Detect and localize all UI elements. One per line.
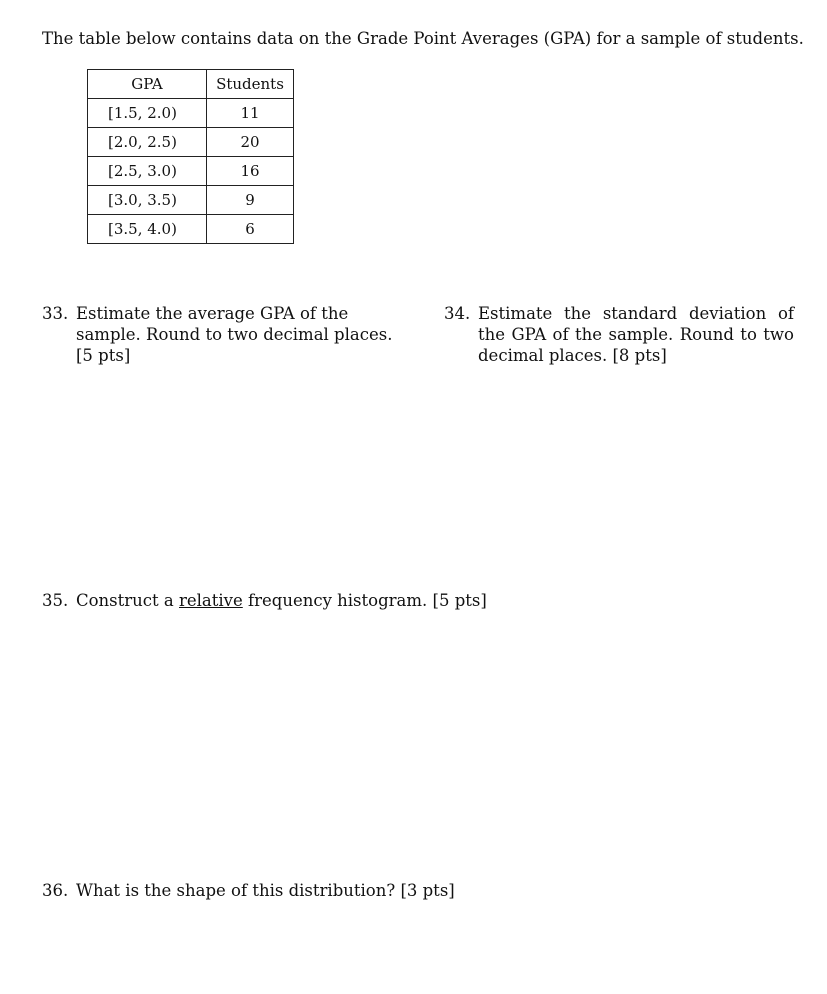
column-header-gpa: GPA [88, 70, 207, 99]
gpa-table [87, 69, 294, 244]
intro-text: The table below contains data on the Grade Point Averages (GPA) for a sample of students. [42, 29, 804, 48]
question-36 [42, 880, 542, 901]
question-text: Estimate the average GPA of the sample. Round to two decimal places. [5 pts] [76, 304, 393, 365]
question-number: 33. [42, 304, 69, 323]
column-header-students: Students [207, 70, 294, 99]
table-header-row [88, 70, 294, 99]
question-text-end: frequency histogram. [5 pts] [242, 591, 487, 610]
question-text-start: Construct a [76, 591, 179, 610]
table-row [88, 128, 294, 157]
students-count-cell: 20 [207, 128, 294, 157]
gpa-interval-cell: [2.5, 3.0) [88, 157, 207, 186]
students-count-cell: 11 [207, 99, 294, 128]
question-number: 36. [42, 881, 69, 900]
question-33 [42, 303, 402, 366]
question-35 [42, 590, 542, 611]
students-count-cell: 9 [207, 186, 294, 215]
students-count-cell: 6 [207, 215, 294, 244]
table-row [88, 99, 294, 128]
question-text: What is the shape of this distribution? [3 pts] [76, 881, 455, 900]
question-number: 35. [42, 591, 69, 610]
question-number: 34. [444, 304, 471, 323]
question-text: Estimate the standard deviation of the GPA of the sample. Round to two decimal places. [8 pts] [478, 304, 794, 365]
table-row [88, 157, 294, 186]
gpa-interval-cell: [1.5, 2.0) [88, 99, 207, 128]
table-row [88, 186, 294, 215]
students-count-cell: 16 [207, 157, 294, 186]
gpa-interval-cell: [2.0, 2.5) [88, 128, 207, 157]
table-row [88, 215, 294, 244]
question-34 [444, 303, 794, 366]
emphasized-word: relative [179, 591, 243, 610]
gpa-interval-cell: [3.5, 4.0) [88, 215, 207, 244]
question-text [42, 590, 542, 611]
gpa-interval-cell: [3.0, 3.5) [88, 186, 207, 215]
